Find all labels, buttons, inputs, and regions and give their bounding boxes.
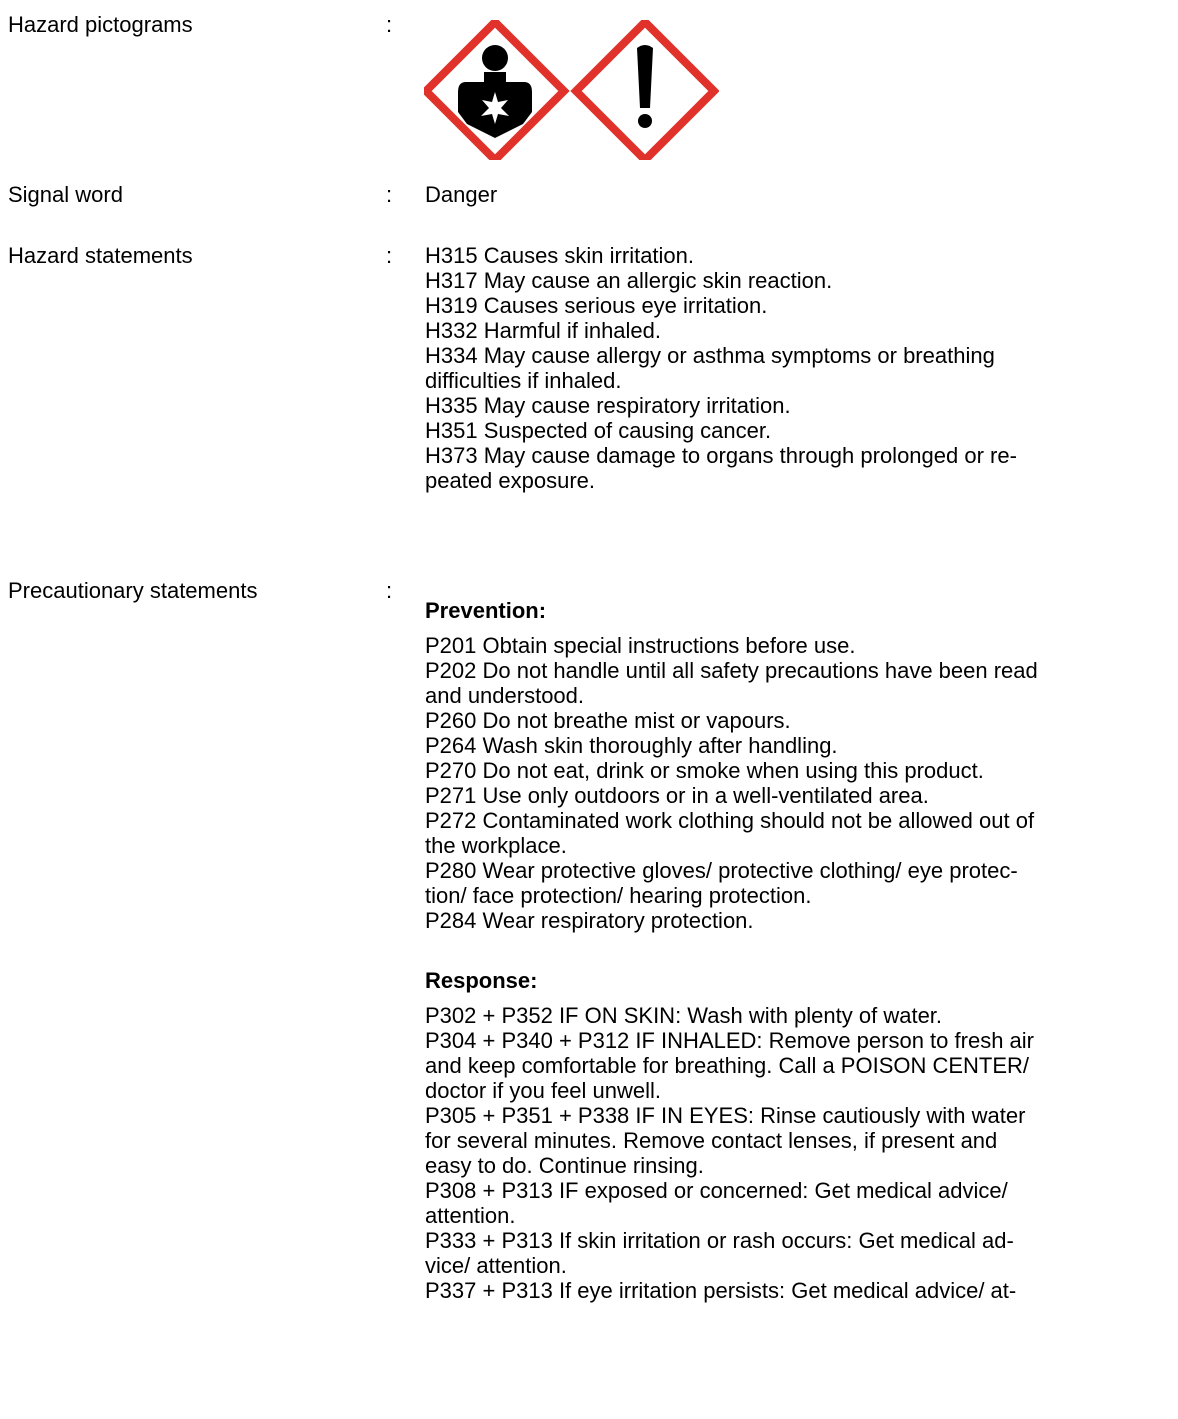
prevention-line: the workplace. [425, 833, 567, 858]
precautionary-statements-label: Precautionary statements [8, 578, 258, 603]
prevention-line: P284 Wear respiratory protection. [425, 908, 754, 933]
hazard-statement-line: H335 May cause respiratory irritation. [425, 393, 791, 418]
prevention-line: tion/ face protection/ hearing protection. [425, 883, 812, 908]
hazard-statement-line: H373 May cause damage to organs through prolonged or re- [425, 443, 1017, 468]
prevention-line: P272 Contaminated work clothing should not be allowed out of [425, 808, 1035, 833]
hazard-statement-line: peated exposure. [425, 468, 596, 493]
hazard-pictograms-label: Hazard pictograms [8, 12, 193, 37]
hazard-statement-line: H315 Causes skin irritation. [425, 243, 695, 268]
hazard-statement-line: H332 Harmful if inhaled. [425, 318, 662, 343]
colon: : [386, 12, 393, 37]
response-line: P304 + P340 + P312 IF INHALED: Remove person to fresh air [425, 1028, 1034, 1053]
prevention-line: P280 Wear protective gloves/ protective clothing/ eye protec- [425, 858, 1018, 883]
response-heading: Response: [425, 968, 538, 993]
hazard-statements-label: Hazard statements [8, 243, 193, 268]
response-line: P308 + P313 IF exposed or concerned: Get medical advice/ [425, 1178, 1008, 1203]
signal-word-row [0, 182, 1178, 207]
response-line: P337 + P313 If eye irritation persists: Get medical advice/ at- [425, 1278, 1017, 1303]
hazard-statement-line: H351 Suspected of causing cancer. [425, 418, 772, 443]
response-line: for several minutes. Remove contact lenses, if present and [425, 1128, 998, 1153]
prevention-line: P271 Use only outdoors or in a well-ventilated area. [425, 783, 929, 808]
prevention-line: P202 Do not handle until all safety precautions have been read [425, 658, 1038, 683]
hazard-pictograms-row [0, 12, 1178, 162]
hazard-statement-line: H317 May cause an allergic skin reaction. [425, 268, 833, 293]
prevention-line: P270 Do not eat, drink or smoke when using this product. [425, 758, 984, 783]
exclamation-mark-pictogram-icon [576, 22, 714, 160]
response-line: P302 + P352 IF ON SKIN: Wash with plenty of water. [425, 1003, 943, 1028]
prevention-line: P201 Obtain special instructions before use. [425, 633, 856, 658]
colon: : [386, 578, 393, 603]
response-line: easy to do. Continue rinsing. [425, 1153, 704, 1178]
prevention-line: P260 Do not breathe mist or vapours. [425, 708, 791, 733]
response-line: vice/ attention. [425, 1253, 567, 1278]
prevention-line: P264 Wash skin thoroughly after handling. [425, 733, 838, 758]
signal-word-label: Signal word [8, 182, 123, 207]
hazard-statement-line: H334 May cause allergy or asthma symptoms or breathing [425, 343, 995, 368]
signal-word-value: Danger [425, 182, 498, 207]
response-line: and keep comfortable for breathing. Call a POISON CENTER/ [425, 1053, 1030, 1078]
response-line: doctor if you feel unwell. [425, 1078, 662, 1103]
hazard-statement-line: difficulties if inhaled. [425, 368, 622, 393]
hazard-statement-line: H319 Causes serious eye irritation. [425, 293, 768, 318]
prevention-heading: Prevention: [425, 598, 547, 623]
response-line: attention. [425, 1203, 516, 1228]
health-hazard-pictogram-icon [426, 22, 564, 160]
hazard-statements-list [425, 243, 1170, 493]
pictogram-group [424, 20, 719, 160]
colon: : [386, 182, 393, 207]
prevention-line: and understood. [425, 683, 585, 708]
response-line: P305 + P351 + P338 IF IN EYES: Rinse cautiously with water [425, 1103, 1026, 1128]
colon: : [386, 243, 393, 268]
response-line: P333 + P313 If skin irritation or rash occurs: Get medical ad- [425, 1228, 1014, 1253]
